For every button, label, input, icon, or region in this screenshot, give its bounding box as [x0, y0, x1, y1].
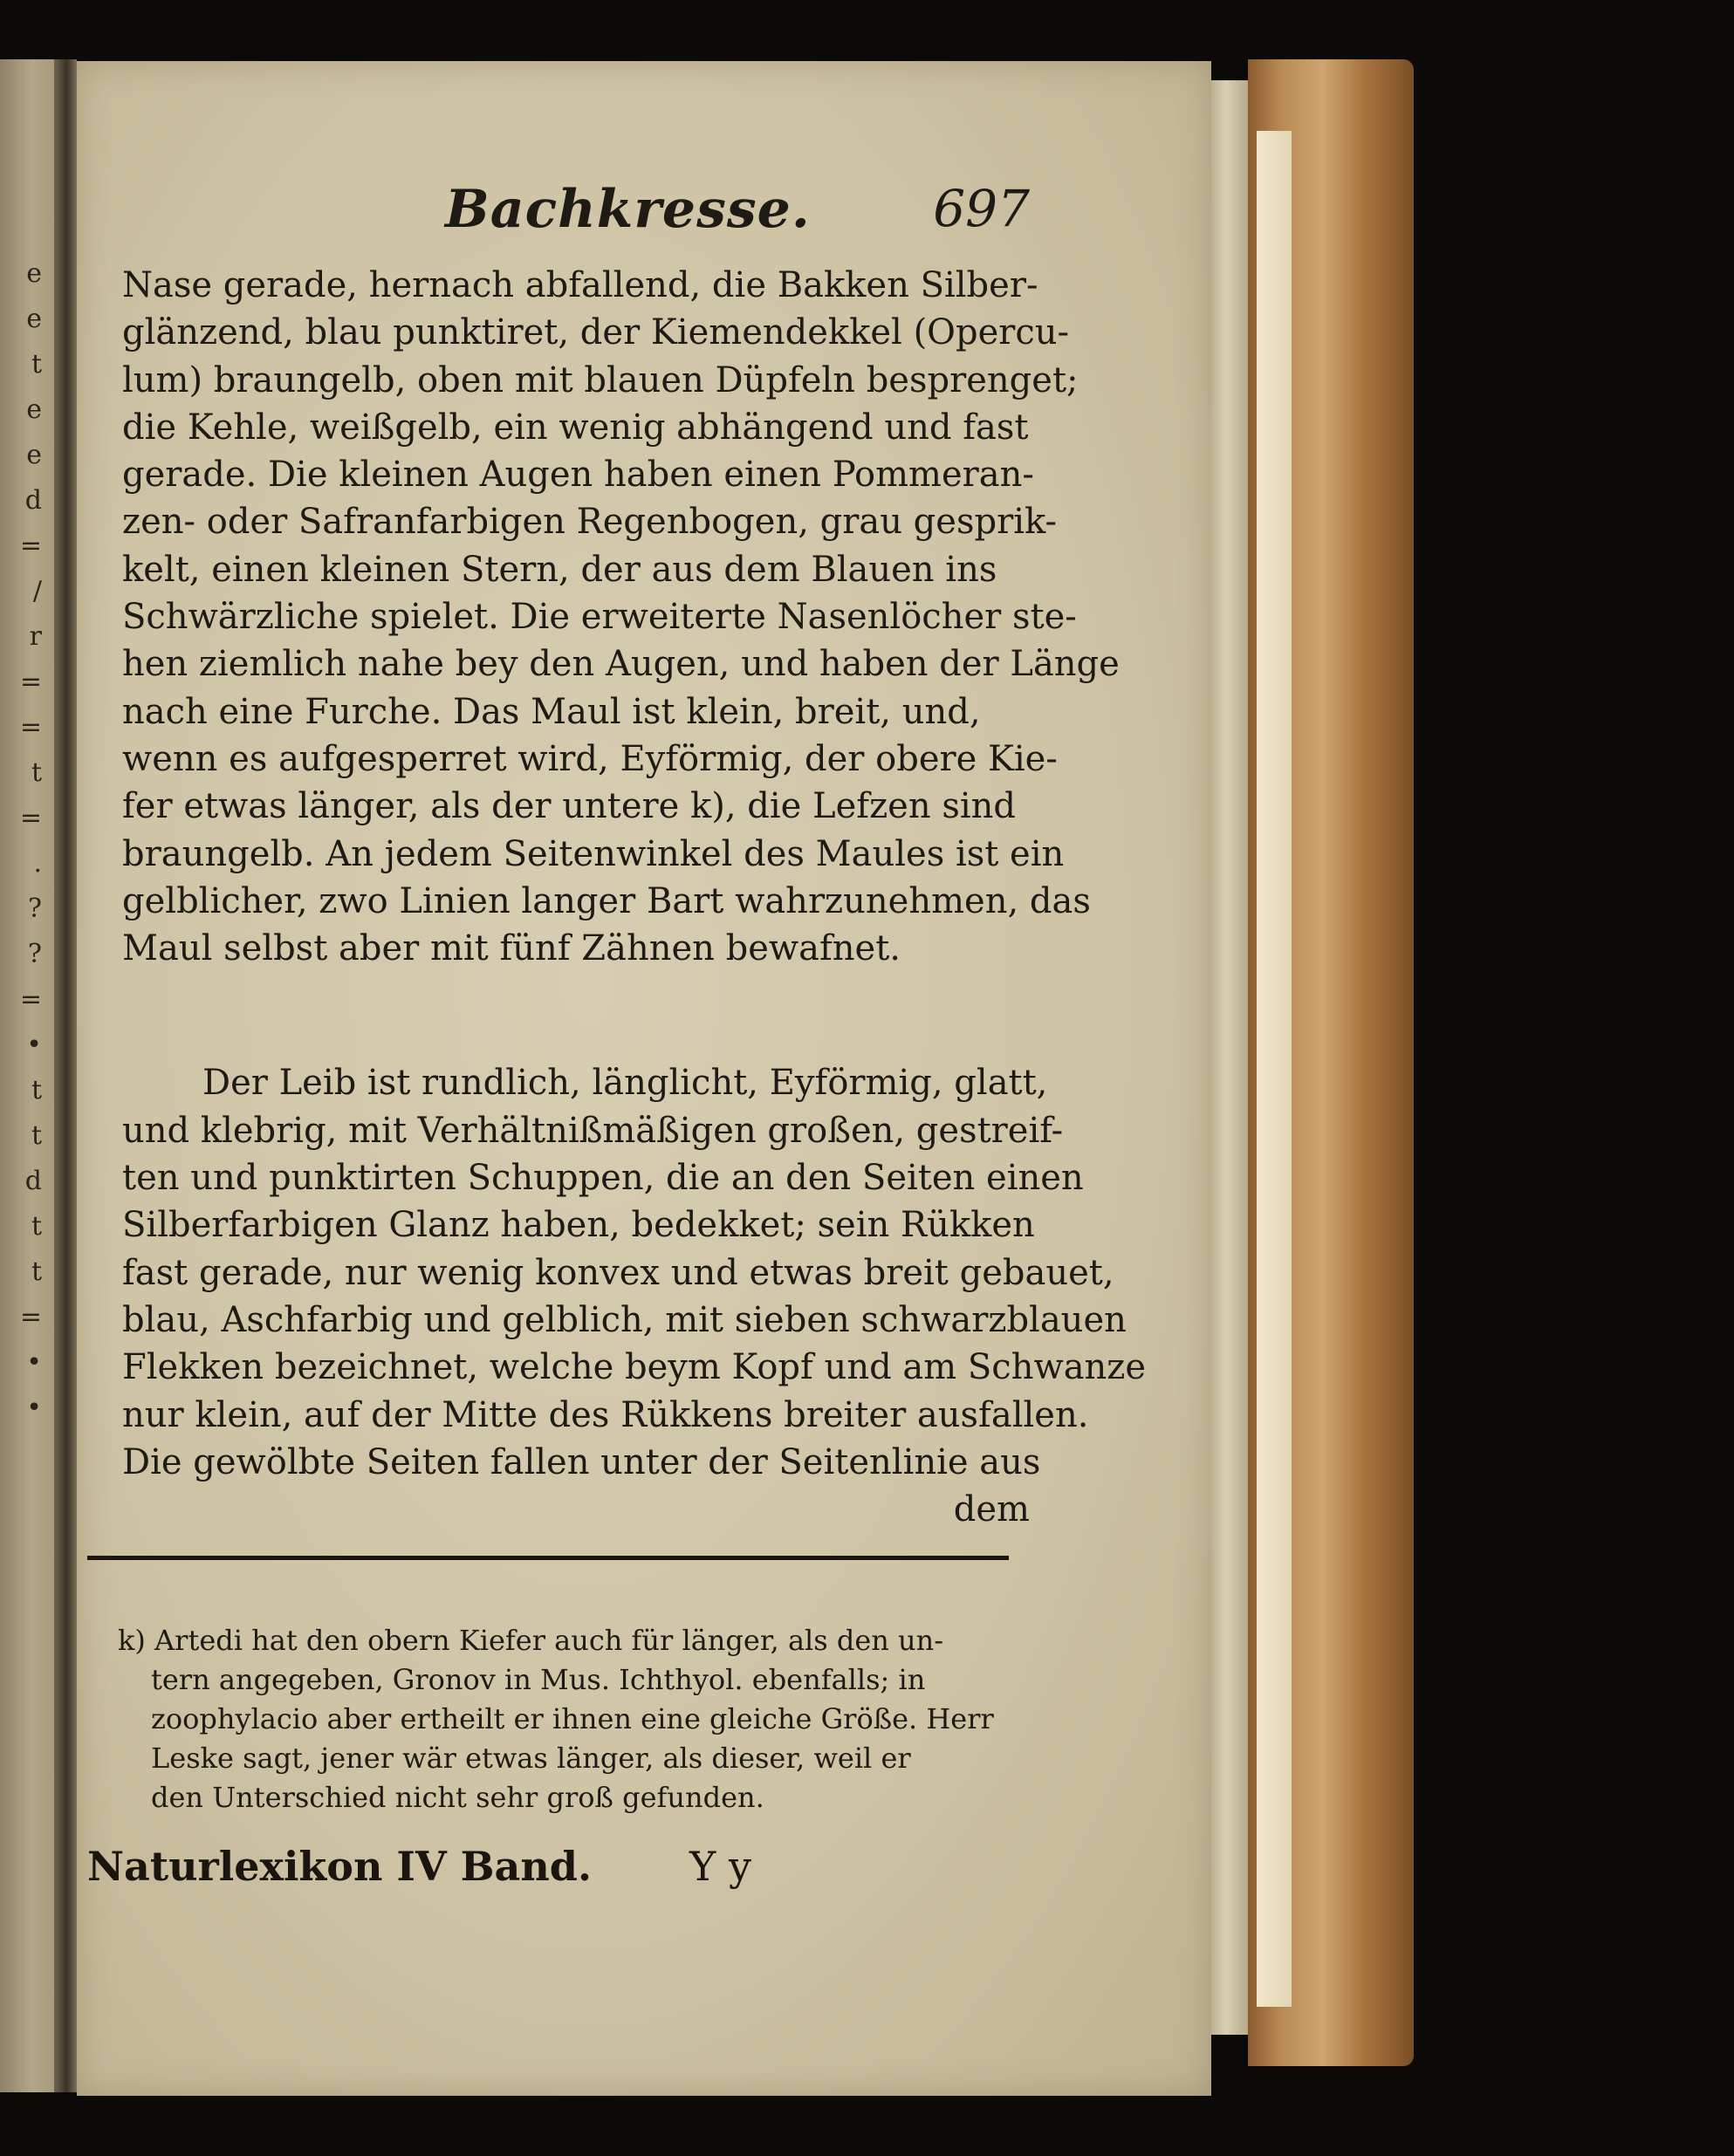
text-line: ten und punktirten Schuppen, die an den Seiten einen — [122, 1158, 1084, 1199]
text-line: Die gewölbte Seiten fallen unter der Seitenlinie aus — [122, 1441, 1041, 1482]
volume-signature: Naturlexikon IV Band. — [87, 1843, 592, 1890]
text-line: Silberfarbigen Glanz haben, bedekket; sein Rükken — [122, 1205, 1035, 1246]
book-gutter — [54, 59, 77, 2092]
margin-fragment: • — [26, 1393, 42, 1423]
text-line: blau, Aschfarbig und gelblich, mit sieben schwarzblauen — [122, 1299, 1127, 1340]
margin-fragment: t — [31, 349, 42, 380]
margin-fragment: ? — [27, 893, 42, 924]
page-stack-edge — [1211, 80, 1248, 2035]
margin-fragment: = — [19, 803, 42, 833]
text-line: fast gerade, nur wenig konvex und etwas breit gebauet, — [122, 1252, 1114, 1293]
margin-fragment: e — [26, 304, 42, 334]
text-line: wenn es aufgesperret wird, Eyförmig, der obere Kie- — [122, 738, 1058, 779]
margin-fragment: = — [19, 667, 42, 697]
text-line: die Kehle, weißgelb, ein wenig abhängend und fast — [122, 407, 1029, 448]
paragraph-2 — [122, 1059, 1147, 1533]
footnote-line: den Unterschied nicht sehr groß gefunden. — [151, 1781, 764, 1814]
page-header — [122, 179, 1030, 262]
previous-page-edge — [0, 59, 54, 2092]
margin-fragment: / — [32, 576, 42, 606]
page-content — [122, 179, 1147, 1533]
footnote-line: k) Artedi hat den obern Kiefer auch für länger, als den un- — [118, 1624, 944, 1657]
margin-fragment: t — [31, 1120, 42, 1151]
text-line: glänzend, blau punktiret, der Kiemendekkel (Opercu- — [122, 312, 1070, 353]
margin-fragment: • — [26, 1347, 42, 1378]
text-line: Der Leib ist rundlich, länglicht, Eyförmig, glatt, — [202, 1063, 1048, 1104]
text-line: lum) braungelb, oben mit blauen Düpfeln besprenget; — [122, 359, 1079, 400]
previous-page-margin-text — [0, 59, 54, 2092]
margin-fragment: t — [31, 1211, 42, 1242]
footnote-line: zoophylacio aber ertheilt er ihnen eine gleiche Größe. Herr — [151, 1702, 994, 1735]
margin-fragment: e — [26, 440, 42, 470]
margin-fragment: = — [19, 530, 42, 561]
margin-fragment: = — [19, 1302, 42, 1332]
margin-fragment: • — [26, 1030, 42, 1060]
margin-fragment: ? — [27, 939, 42, 969]
text-line: kelt, einen kleinen Stern, der aus dem Blauen ins — [122, 549, 997, 590]
page-block-edge — [1257, 131, 1292, 2007]
running-head: Bachkresse. — [445, 179, 811, 240]
footnote — [118, 1621, 1008, 1817]
margin-fragment: e — [26, 258, 42, 289]
margin-fragment: d — [24, 485, 42, 516]
text-line: und klebrig, mit Verhältnißmäßigen großen, gestreif- — [122, 1110, 1064, 1151]
text-line: Nase gerade, hernach abfallend, die Bakken Silber- — [122, 265, 1038, 305]
text-line: Flekken bezeichnet, welche beym Kopf und am Schwanze — [122, 1347, 1147, 1388]
footnote-line: Leske sagt, jener wär etwas länger, als dieser, weil er — [151, 1742, 911, 1775]
text-line: hen ziemlich nahe bey den Augen, und haben der Länge — [122, 644, 1120, 685]
footnote-rule — [87, 1556, 1009, 1560]
text-line: braungelb. An jedem Seitenwinkel des Maules ist ein — [122, 833, 1065, 874]
text-line: nach eine Furche. Das Maul ist klein, breit, und, — [122, 691, 981, 732]
page-number: 697 — [933, 179, 1030, 238]
margin-fragment: t — [31, 1075, 42, 1105]
paragraph-1 — [122, 262, 1120, 972]
margin-fragment: d — [24, 1166, 42, 1196]
margin-fragment: r — [29, 621, 42, 652]
margin-fragment: = — [19, 712, 42, 743]
margin-fragment: t — [31, 1256, 42, 1287]
margin-fragment: t — [31, 757, 42, 788]
text-line: gelblicher, zwo Linien langer Bart wahrzunehmen, das — [122, 880, 1091, 921]
footnote-line: tern angegeben, Gronov in Mus. Ichthyol. ebenfalls; in — [151, 1663, 926, 1696]
text-line: zen- oder Safranfarbigen Regenbogen, grau gesprik- — [122, 502, 1058, 543]
catchword: dem — [953, 1489, 1030, 1530]
text-line: fer etwas länger, als der untere k), die Lefzen sind — [122, 786, 1017, 827]
text-line: nur klein, auf der Mitte des Rükkens breiter ausfallen. — [122, 1394, 1089, 1435]
margin-fragment: e — [26, 394, 42, 425]
signature-mark: Y y — [689, 1843, 751, 1890]
margin-fragment: = — [19, 984, 42, 1015]
text-line: Schwärzliche spielet. Die erweiterte Nasenlöcher ste- — [122, 597, 1077, 638]
text-line: Maul selbst aber mit fünf Zähnen bewafnet. — [122, 928, 901, 969]
text-line: gerade. Die kleinen Augen haben einen Pommeran- — [122, 455, 1034, 496]
margin-fragment: . — [33, 848, 42, 879]
